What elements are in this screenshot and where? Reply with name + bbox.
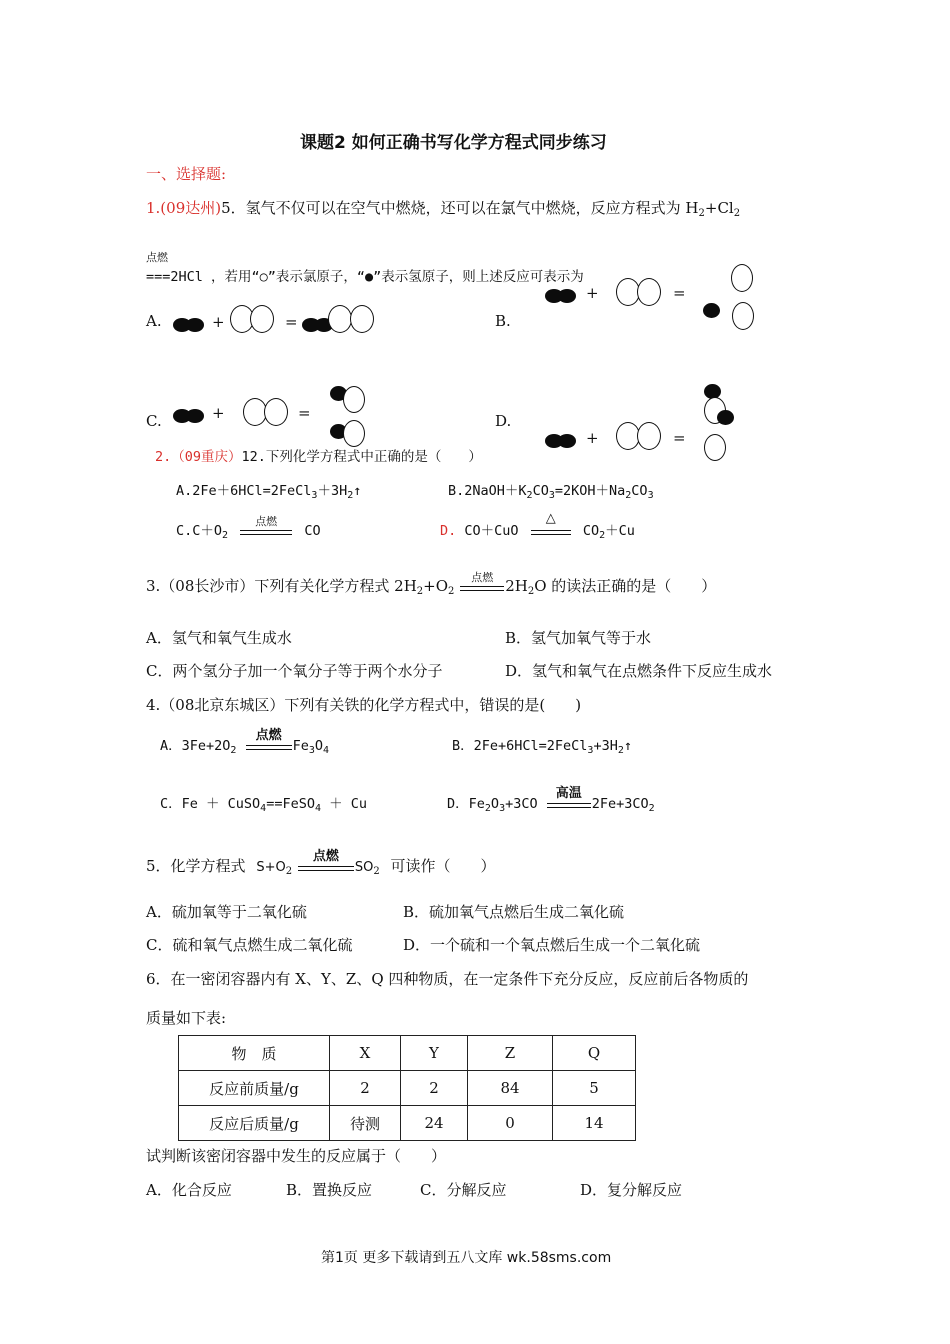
q5-option-b: B．硫加氧气点燃后生成二氧化硫: [403, 903, 625, 921]
q1-option-c-label: C.: [146, 412, 162, 430]
condition-sign: 点燃: [246, 734, 292, 752]
q1-option-a-diagram: + =: [170, 305, 380, 340]
table-cell: 待测: [330, 1106, 401, 1141]
table-header-row: [179, 1036, 636, 1071]
q3-option-d: D．氢气和氧气在点燃条件下反应生成水: [505, 662, 773, 680]
q3-option-c: C．两个氢分子加一个氧分子等于两个水分子: [146, 662, 443, 680]
table-cell: 物 质: [179, 1036, 330, 1071]
q4-option-d: D．$Fe_2O_3+3CO$ 高温 $2Fe+3CO_2$: [447, 786, 655, 814]
question-1-line2: ===2HCl ，若用“○”表示氯原子，“●”表示氢原子，则上述反应可表示为: [146, 269, 584, 285]
q2-option-b: $B.2NaOH+K_2CO_3=2KOH+Na_2CO_3$: [448, 483, 654, 501]
q3-option-a: A．氢气和氧气生成水: [146, 629, 292, 647]
page-title: 课题2 如何正确书写化学方程式同步练习: [300, 133, 607, 153]
table-cell: Z: [468, 1036, 553, 1071]
table-cell: Q: [553, 1036, 636, 1071]
q2-option-c: $C.C+O_2$ 点燃 CO: [176, 515, 321, 541]
q1-option-d-diagram: + =: [543, 382, 763, 462]
table-row: [179, 1106, 636, 1141]
question-1-stem: 1.(09达州)5．氢气不仅可以在空气中燃烧，还可以在氯气中燃烧，反应方程式为 $H_2+Cl_2$: [146, 199, 741, 219]
q6-option-a: A．化合反应: [146, 1181, 232, 1199]
table-cell: 反应前质量/g: [179, 1071, 330, 1106]
question-1-condition: 点燃: [146, 251, 168, 264]
question-2-stem: 2.（09重庆）12.下列化学方程式中正确的是（ ）: [155, 449, 482, 465]
q5-option-d: D．一个硫和一个氧点燃后生成一个二氧化硫: [403, 936, 701, 954]
q3-option-b: B．氢气加氧气等于水: [505, 629, 652, 647]
page-footer: 第1页 更多下载请到五八文库 wk.58sms.com: [321, 1250, 612, 1266]
table-cell: 84: [468, 1071, 553, 1106]
table-cell: 反应后质量/g: [179, 1106, 330, 1141]
q1-option-a-label: A.: [146, 312, 162, 330]
q1-option-b-diagram: + =: [543, 262, 763, 337]
question-6-prompt: 试判断该密闭容器中发生的反应属于（ ）: [146, 1147, 447, 1165]
table-cell: 5: [553, 1071, 636, 1106]
table-cell: 24: [401, 1106, 468, 1141]
q4-option-a: A．$3Fe+2O_2$ 点燃 $Fe_3O_4$: [160, 728, 330, 756]
q5-option-c: C．硫和氧气点燃生成二氧化硫: [146, 936, 353, 954]
q5-option-a: A．硫加氧等于二氧化硫: [146, 903, 307, 921]
table-cell: 14: [553, 1106, 636, 1141]
table-cell: Y: [401, 1036, 468, 1071]
condition-sign: 点燃: [460, 575, 504, 593]
question-1-source: 1.(09达州): [146, 199, 222, 217]
table-cell: 2: [401, 1071, 468, 1106]
mass-table: [178, 1035, 636, 1141]
q1-option-b-label: B.: [495, 312, 511, 330]
table-cell: 0: [468, 1106, 553, 1141]
q2-option-d: D. CO＋CuO △ $CO_2+Cu$: [440, 511, 635, 541]
table-row: [179, 1071, 636, 1106]
table-cell: 2: [330, 1071, 401, 1106]
condition-sign: 点燃: [240, 519, 292, 537]
question-3-stem: 3.（08长沙市）下列有关化学方程式 $2H_2+O_2$ 点燃 $2H_2O$ 的读法正确的是（ ）: [146, 571, 717, 597]
question-6-stem-line1: 6．在一密闭容器内有 X、Y、Z、Q 四种物质，在一定条件下充分反应，反应前后各物质的: [146, 970, 749, 988]
q1-option-c-diagram: + =: [170, 382, 380, 452]
question-2-source: 2.（09重庆）: [155, 449, 242, 465]
q6-option-b: B．置换反应: [286, 1181, 373, 1199]
q4-option-b: B．$2Fe+6HCl=2FeCl_3+3H_2↑$: [452, 738, 633, 756]
question-6-stem-line2: 质量如下表:: [146, 1009, 227, 1027]
condition-sign: 高温: [547, 792, 591, 810]
question-4-stem: 4.（08北京东城区）下列有关铁的化学方程式中，错误的是( ): [146, 696, 582, 714]
question-5-stem: 5．化学方程式 $S+O_2$ 点燃 $SO_2$ 可读作（ ）: [146, 849, 496, 877]
q4-option-c: C．Fe ＋ CuSO$_4$==FeSO$_4$ ＋ Cu: [160, 796, 368, 814]
condition-sign: △: [531, 519, 571, 537]
q1-option-d-label: D.: [495, 412, 512, 430]
section-heading: 一、选择题:: [146, 165, 227, 183]
q6-option-d: D．复分解反应: [580, 1181, 683, 1199]
condition-sign: 点燃: [298, 855, 354, 873]
table-cell: X: [330, 1036, 401, 1071]
q2-option-a: $A.2Fe+6HCl=2FeCl_3+3H_2↑$: [176, 483, 362, 501]
q6-option-c: C．分解反应: [420, 1181, 507, 1199]
